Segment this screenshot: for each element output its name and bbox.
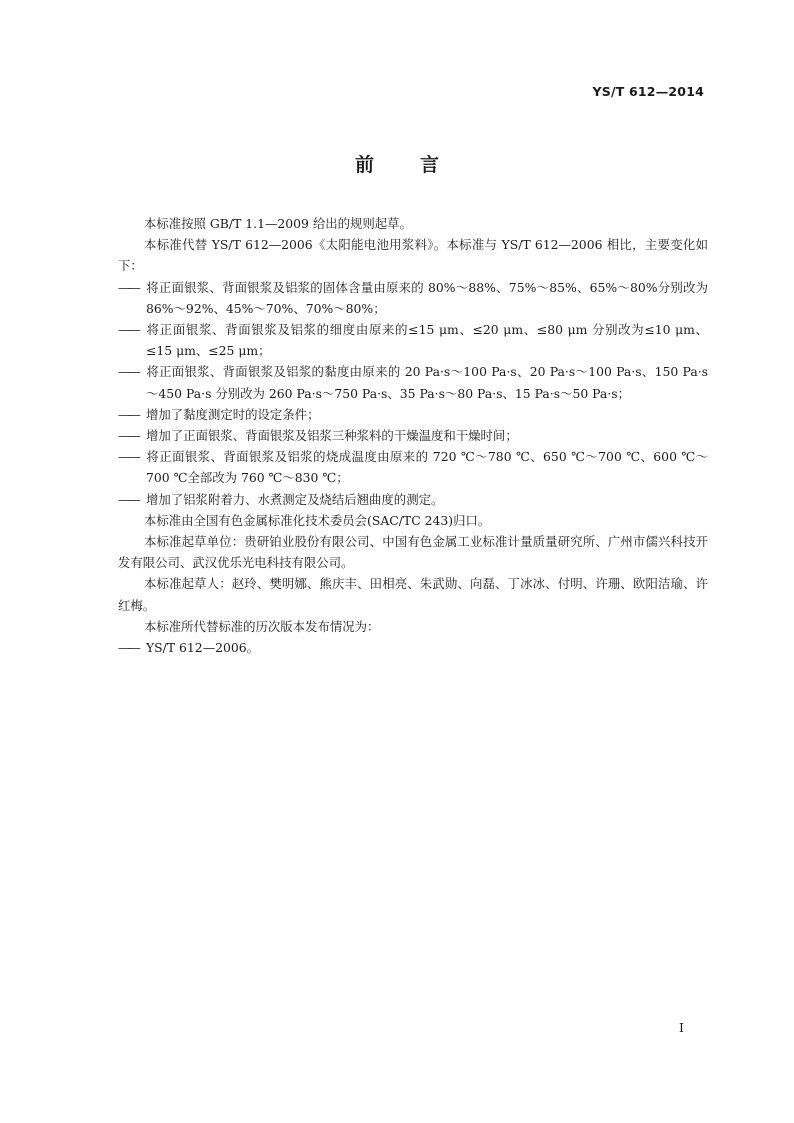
change-item (118, 446, 708, 488)
change-item-text: 将正面银浆、背面银浆及铝浆的固体含量由原来的 80%～88%、75%～85%、65%～80%分别改为 86%～92%、45%～70%、70%～80%； (146, 279, 708, 316)
item-dash: —— (118, 428, 139, 444)
paragraph-drafting-units: 本标准起草单位：贵研铂业股份有限公司、中国有色金属工业标准计量质量研究所、广州市儒兴科技开发有限公司、武汉优乐光电科技有限公司。 (118, 534, 708, 571)
change-item (118, 425, 708, 446)
paragraph-history-intro: 本标准所代替标准的历次版本发布情况为： (144, 618, 380, 634)
history-item (118, 637, 708, 658)
change-item-text: 将正面银浆、背面银浆及铝浆的细度由原来的≤15 μm、≤20 μm、≤80 μm 分别改为≤10 μm、≤15 μm、≤25 μm； (146, 322, 708, 359)
change-item (118, 361, 708, 403)
change-item (118, 489, 708, 510)
paragraph-jurisdiction: 本标准由全国有色金属标准化技术委员会(SAC/TC 243)归口。 (144, 512, 491, 528)
change-item-text: 将正面银浆、背面银浆及铝浆的黏度由原来的 20 Pa·s～100 Pa·s、20 Pa·s～100 Pa·s、150 Pa·s～450 Pa·s 分别改为 260 Pa·s～750 Pa·s、35 Pa·s～80 Pa·s、15 Pa·s～50 Pa·s； (146, 364, 708, 401)
item-dash: —— (118, 364, 139, 380)
history-item-text: YS/T 612—2006。 (146, 640, 260, 656)
paragraph-drafting-rule: 本标准按照 GB/T 1.1—2009 给出的规则起草。 (144, 216, 412, 231)
change-item-text: 增加了正面银浆、背面银浆及铝浆三种浆料的干燥温度和干燥时间； (146, 428, 518, 444)
change-item-text: 将正面银浆、背面银浆及铝浆的烧成温度由原来的 720 ℃～780 ℃、650 ℃～700 ℃、600 ℃～700 ℃全部改为 760 ℃～830 ℃； (146, 449, 708, 486)
item-dash: —— (118, 406, 139, 422)
foreword-body (118, 213, 708, 658)
change-item-text: 增加了铝浆附着力、水煮测定及烧结后翘曲度的测定。 (146, 491, 444, 507)
page-title: 前言 (354, 154, 485, 176)
paragraph-replacement: 本标准代替 YS/T 612—2006《太阳能电池用浆料》。本标准与 YS/T 612—2006 相比，主要变化如下： (118, 237, 708, 274)
item-dash: —— (118, 491, 139, 507)
change-item (118, 277, 708, 319)
page-number: I (679, 1020, 684, 1035)
paragraph-drafters: 本标准起草人：赵玲、樊明娜、熊庆丰、田相亮、朱武勋、向磊、丁冰冰、付明、许珊、欧阳洁瑜、许红梅。 (118, 576, 708, 613)
item-dash: —— (118, 279, 139, 295)
change-item (118, 319, 708, 361)
item-dash: —— (118, 322, 139, 338)
change-item (118, 404, 708, 425)
item-dash: —— (118, 640, 139, 656)
change-item-text: 增加了黏度测定时的设定条件； (146, 406, 320, 422)
standard-code: YS/T 612—2014 (592, 84, 704, 99)
item-dash: —— (118, 449, 139, 465)
